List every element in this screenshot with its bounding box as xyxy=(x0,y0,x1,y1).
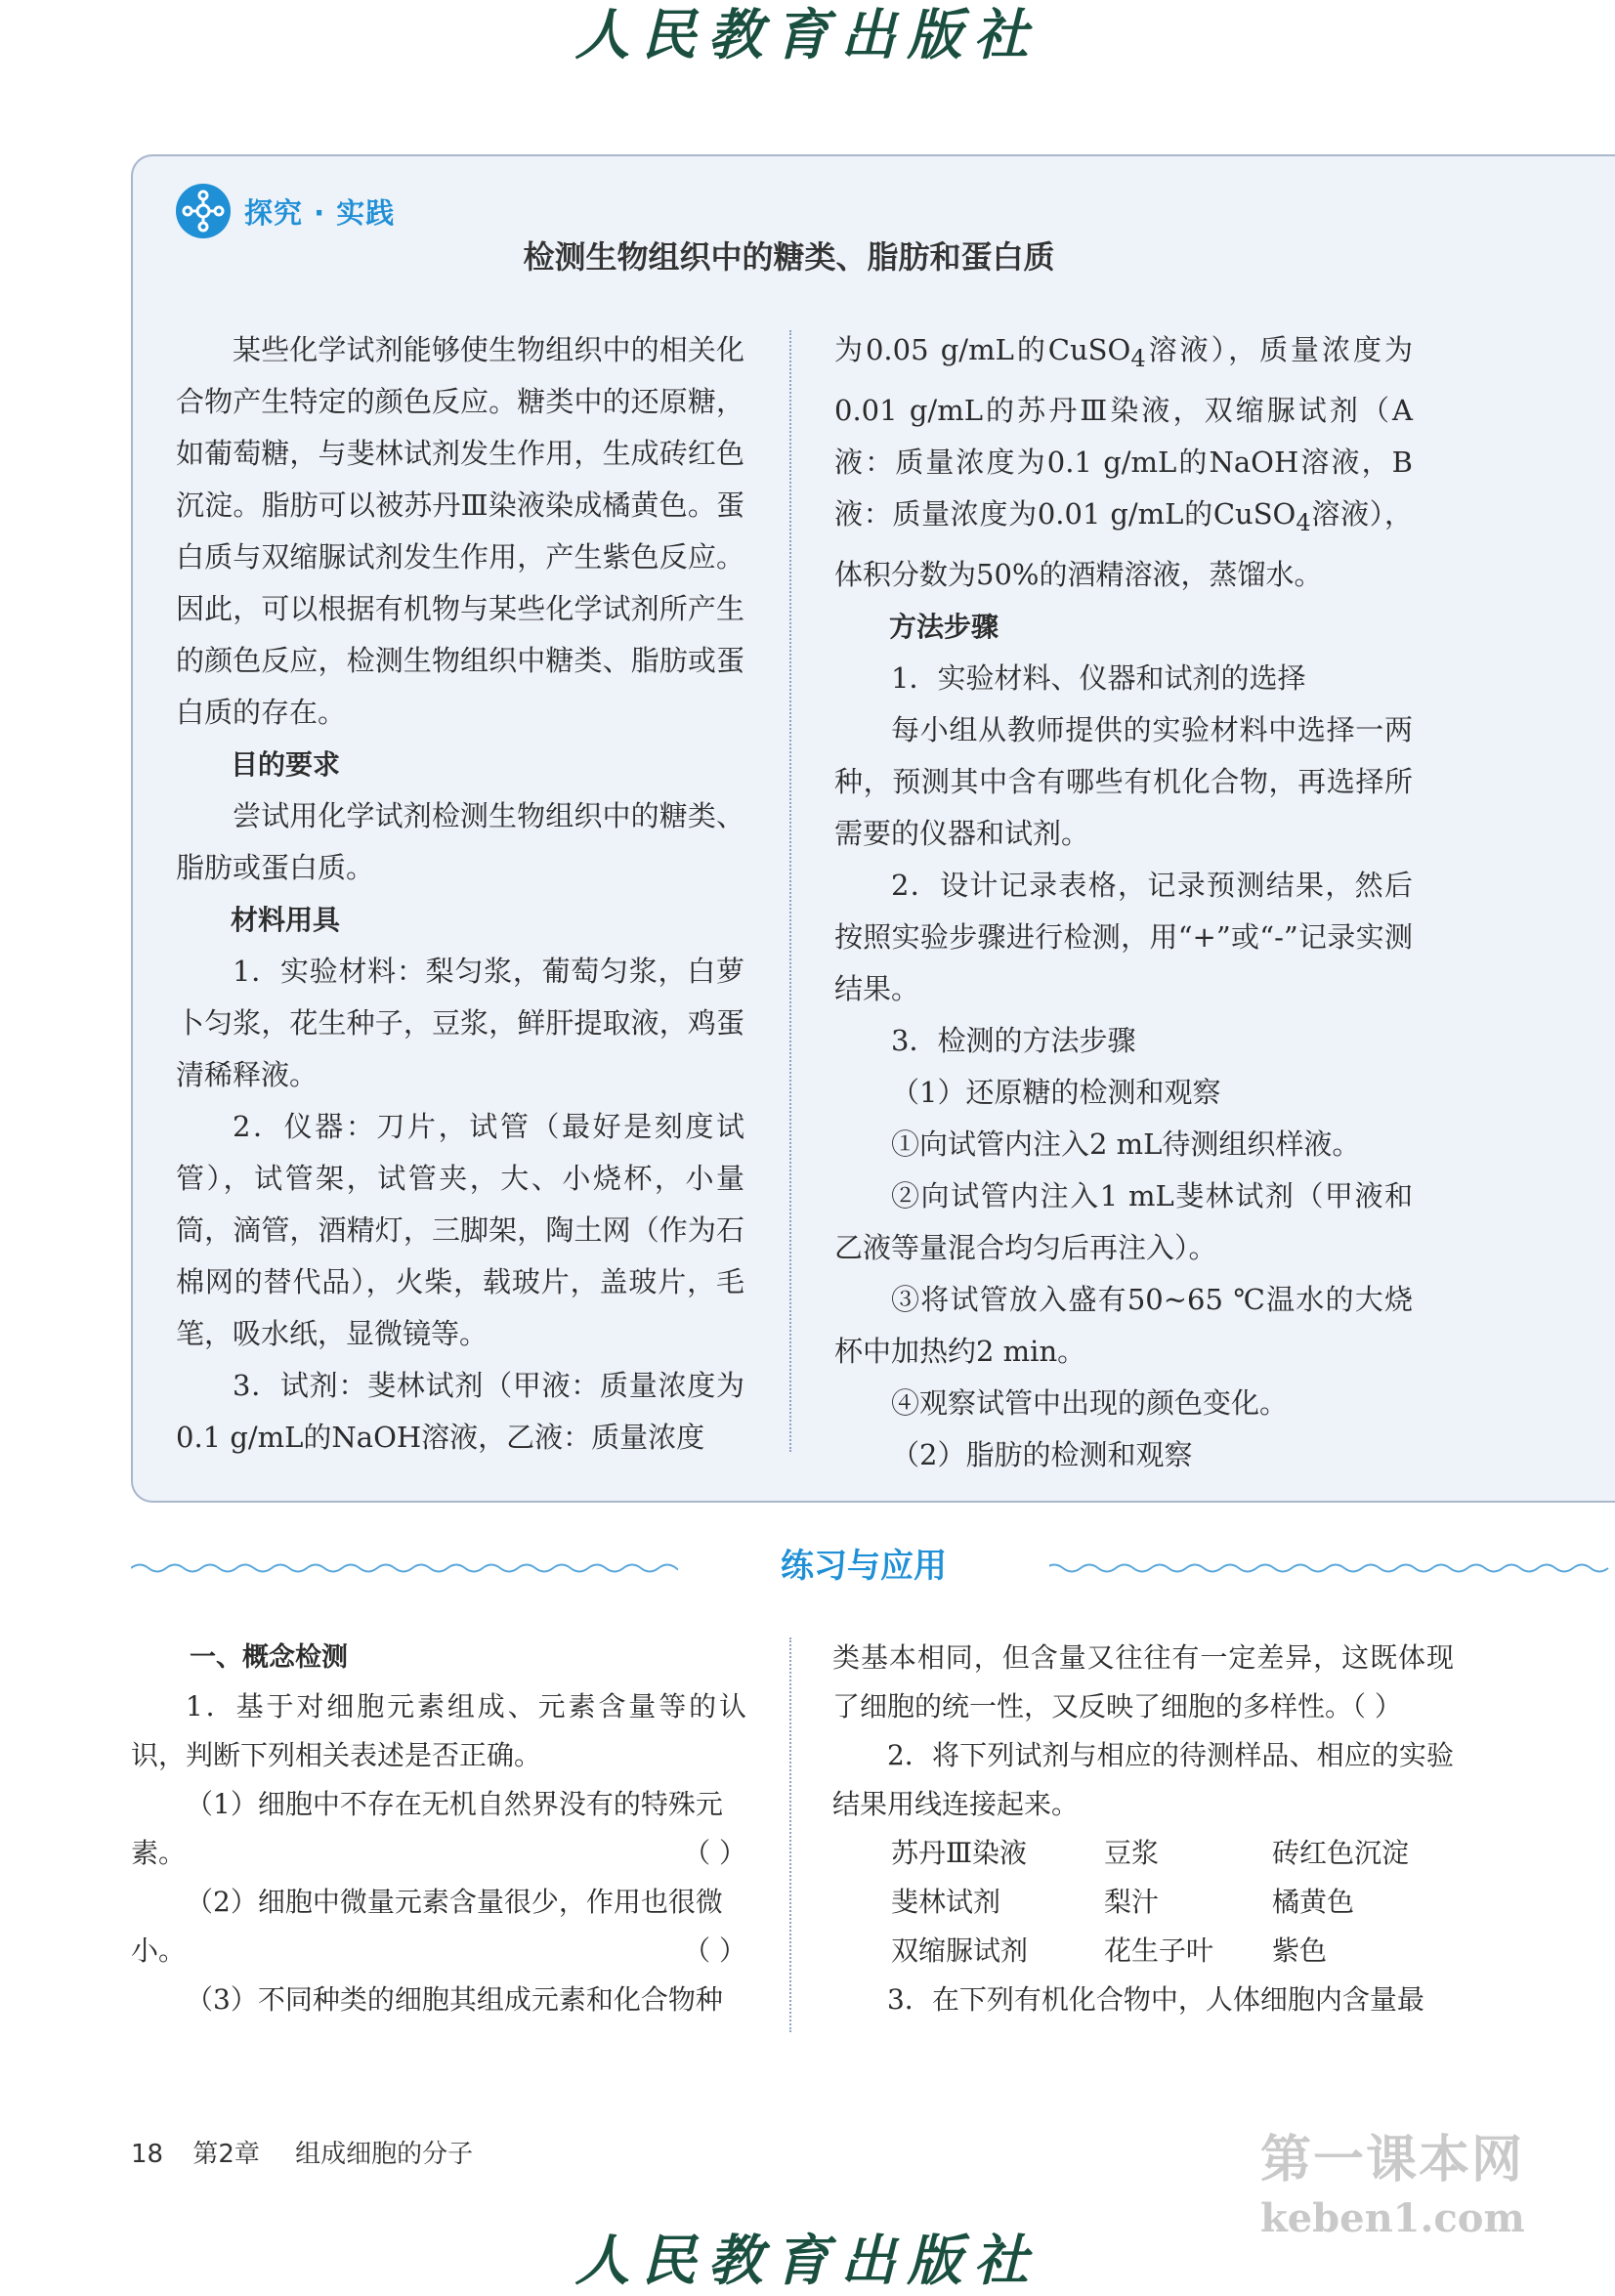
goal-heading: 目的要求 xyxy=(231,748,341,781)
exercise-left-column xyxy=(131,1634,746,2024)
molecule-icon xyxy=(176,184,231,238)
explore-practice-box xyxy=(131,154,1615,1503)
exercise-column-divider xyxy=(789,1637,791,2032)
question-1: 1．基于对细胞元素组成、元素含量等的认识，判断下列相关表述是否正确。 xyxy=(131,1690,746,1771)
substep-2: （2）脂肪的检测和观察 xyxy=(891,1437,1193,1471)
reagent: 苏丹Ⅲ染液 xyxy=(891,1837,1028,1869)
concept-check-heading: 一、概念检测 xyxy=(190,1642,348,1673)
step-2: 2．设计记录表格，记录预测结果，然后按照实验步骤进行检测，用“+”或“-”记录实测结果。 xyxy=(834,868,1413,1005)
reagent: 双缩脲试剂 xyxy=(891,1935,1029,1967)
method-heading: 方法步骤 xyxy=(889,610,999,643)
result: 橘黄色 xyxy=(1272,1886,1355,1918)
question-1-2-answer-row xyxy=(131,1927,746,1976)
question-1-2-end: 小。 xyxy=(131,1935,187,1967)
reagent: 斐林试剂 xyxy=(891,1886,1001,1918)
question-1-1: （1）细胞中不存在无机自然界没有的特殊元 xyxy=(186,1788,723,1820)
exercise-title: 练习与应用 xyxy=(678,1540,1049,1593)
exercise-right-column xyxy=(832,1634,1454,2024)
result: 紫色 xyxy=(1272,1935,1328,1967)
substep-1-b: ②向试管内注入1 mL斐林试剂（甲液和乙液等量混合均匀后再注入）。 xyxy=(834,1178,1413,1264)
question-3: 3．在下列有机化合物中，人体细胞内含量最 xyxy=(887,1983,1424,2016)
substep-1: （1）还原糖的检测和观察 xyxy=(891,1075,1221,1109)
watermark-line-2: keben1.com xyxy=(1260,2195,1525,2241)
experiment-title: 检测生物组织中的糖类、脂肪和蛋白质 xyxy=(523,238,1055,276)
explore-badge xyxy=(176,184,395,238)
step-3: 3．检测的方法步骤 xyxy=(891,1023,1136,1057)
materials-item-2: 2．仪器：刀片，试管（最好是刻度试管），试管架，试管夹，大、小烧杯，小量筒，滴管，酒精灯，三脚架，陶土网（作为石棉网的替代品），火柴，载玻片，盖玻片，毛笔，吸水纸，显微镜等。 xyxy=(176,1110,744,1350)
page-number: 18 xyxy=(131,2140,164,2169)
materials-item-1: 1．实验材料：梨匀浆，葡萄匀浆，白萝卜匀浆，花生种子，豆浆，鲜肝提取液，鸡蛋清稀释液。 xyxy=(176,955,744,1091)
materials-heading: 材料用具 xyxy=(231,904,341,936)
chapter-title: 组成细胞的分子 xyxy=(295,2140,474,2169)
chapter-number: 第2章 xyxy=(192,2140,260,2169)
exercise-section-header xyxy=(131,1540,1615,1593)
answer-blank: （ ） xyxy=(683,1837,746,1869)
step-1-text: 每小组从教师提供的实验材料中选择一两种，预测其中含有哪些有机化合物，再选择所需要的仪器和试剂。 xyxy=(834,712,1413,850)
result: 砖红色沉淀 xyxy=(1272,1837,1410,1869)
sample: 花生子叶 xyxy=(1104,1935,1214,1967)
question-1-1-end: 素。 xyxy=(131,1837,187,1869)
intro-paragraph: 某些化学试剂能够使生物组织中的相关化合物产生特定的颜色反应。糖类中的还原糖，如葡萄糖，与斐林试剂发生作用，生成砖红色沉淀。脂肪可以被苏丹Ⅲ染液染成橘黄色。蛋白质与双缩脲试剂发生作用，产生紫色反应。因此，可以根据有机物与某些化学试剂所产生的颜色反应，检测生物组织中糖类、脂肪或蛋白质的存在。 xyxy=(176,333,744,729)
question-1-3: （3）不同种类的细胞其组成元素和化合物种 xyxy=(186,1983,723,2016)
explore-right-column xyxy=(834,324,1413,1481)
publisher-logo-top: 人民教育出版社 xyxy=(574,3,1041,67)
reagents-continued: 为0.05 g/mL的CuSO$_4$溶液），质量浓度为0.01 g/mL的苏丹Ⅲ染液，双缩脲试剂（A液：质量浓度为0.1 g/mL的NaOH溶液，B液：质量浓度为0.01 g/mL的CuSO$_4$溶液），体积分数为50%的酒精溶液，蒸馏水。 xyxy=(834,333,1413,591)
substep-1-d: ④观察试管中出现的颜色变化。 xyxy=(891,1385,1289,1420)
question-2: 2．将下列试剂与相应的待测样品、相应的实验结果用线连接起来。 xyxy=(832,1739,1454,1820)
answer-blank: （ ） xyxy=(683,1935,746,1967)
page-footer xyxy=(131,2134,473,2170)
materials-item-3: 3．试剂：斐林试剂（甲液：质量浓度为0.1 g/mL的NaOH溶液，乙液：质量浓度 xyxy=(176,1369,744,1454)
matching-row xyxy=(832,1829,1454,1878)
step-1: 1．实验材料、仪器和试剂的选择 xyxy=(891,660,1306,695)
question-1-2: （2）细胞中微量元素含量很少，作用也很微 xyxy=(186,1886,723,1918)
matching-row xyxy=(832,1927,1454,1976)
goal-paragraph: 尝试用化学试剂检测生物组织中的糖类、脂肪或蛋白质。 xyxy=(176,799,744,884)
sample: 梨汁 xyxy=(1104,1886,1160,1918)
publisher-logo-bottom: 人民教育出版社 xyxy=(574,2229,1041,2293)
column-divider xyxy=(789,330,791,1452)
substep-1-c: ③将试管放入盛有50~65 ℃温水的大烧杯中加热约2 min。 xyxy=(834,1282,1413,1368)
explore-left-column xyxy=(176,324,744,1464)
substep-1-a: ①向试管内注入2 mL待测组织样液。 xyxy=(891,1127,1361,1161)
question-1-3-continued: 类基本相同，但含量又往往有一定差异，这既体现了细胞的统一性，又反映了细胞的多样性。（ ） xyxy=(832,1641,1454,1722)
explore-badge-label: 探究 · 实践 xyxy=(244,195,396,230)
question-1-1-answer-row xyxy=(131,1829,746,1878)
matching-row xyxy=(832,1878,1454,1927)
sample: 豆浆 xyxy=(1104,1837,1160,1869)
watermark-line-1: 第一课本网 xyxy=(1260,2131,1525,2190)
